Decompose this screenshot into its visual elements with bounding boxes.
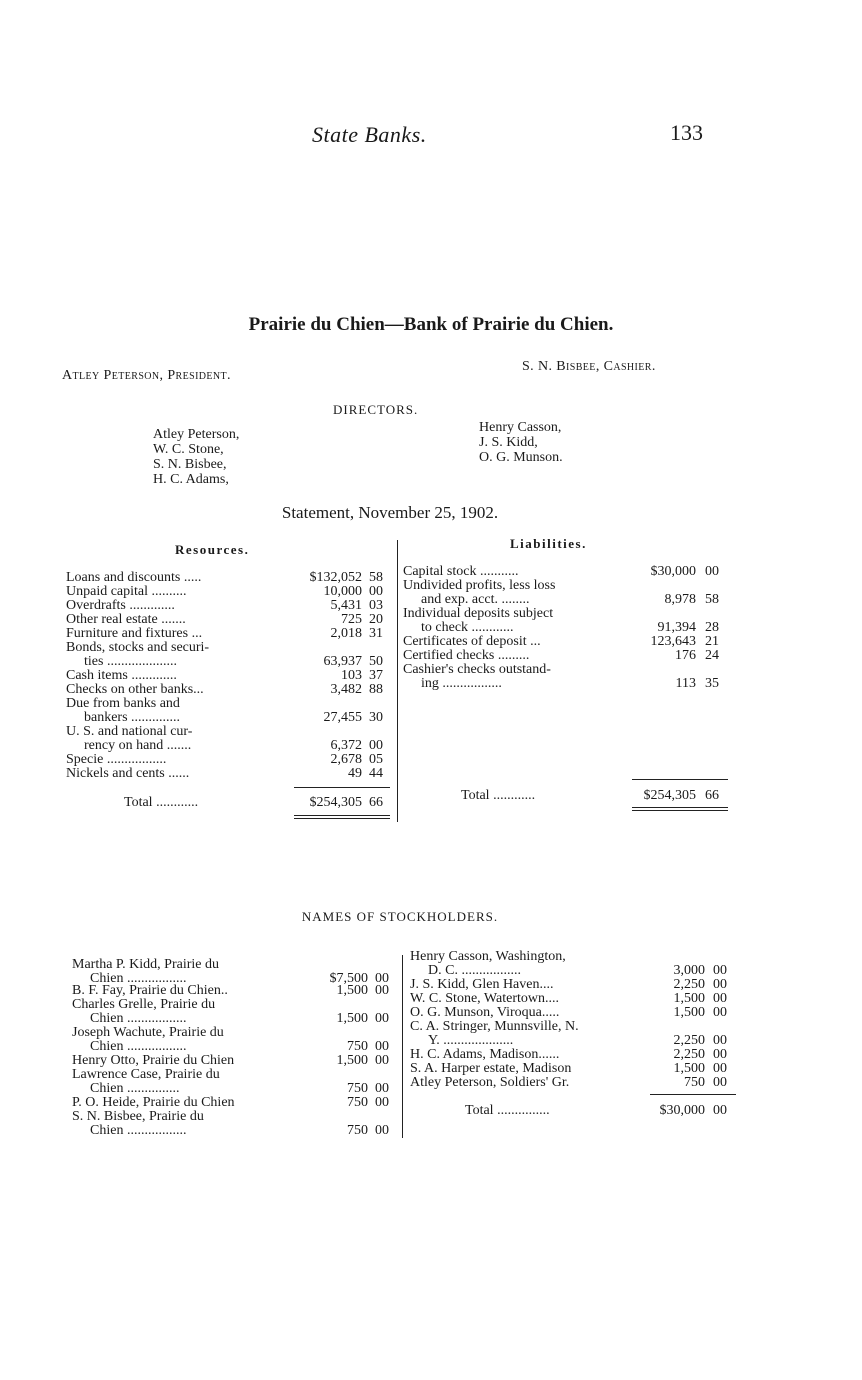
stockholder-row-dollars: 1,500: [336, 1053, 368, 1068]
liability-row-dollars: 113: [675, 676, 696, 691]
liability-row-dollars: 176: [675, 648, 696, 663]
stockholder-row-dollars: 2,250: [673, 1033, 705, 1048]
stockholder-row-dollars: 750: [347, 1081, 368, 1096]
stockholder-row: [410, 978, 735, 992]
stockholder-row-dollars: 750: [347, 1039, 368, 1054]
resource-row-label: Specie .................: [66, 752, 167, 767]
resource-row-dollars: $132,052: [309, 570, 362, 585]
stockholder-row-dollars: 1,500: [673, 1061, 705, 1076]
liabilities-total-rule-2: [632, 810, 728, 811]
stockholder-row-label: Lawrence Case, Prairie du: [72, 1067, 220, 1082]
stockholder-row-label: C. A. Stringer, Munnsville, N.: [410, 1019, 579, 1034]
resource-row: [66, 613, 391, 627]
resource-row: [66, 725, 391, 753]
directors-left-list: [153, 427, 239, 487]
liability-row-label: Undivided profits, less loss: [403, 578, 556, 593]
stockholder-row: [72, 1110, 397, 1138]
stockholder-row-dollars: 3,000: [673, 963, 705, 978]
resource-row-cents: 20: [369, 612, 383, 627]
resources-total-rule-1: [294, 815, 390, 816]
stockholder-row-label: Henry Otto, Prairie du Chien: [72, 1053, 235, 1068]
resource-row: [66, 683, 391, 697]
stockholder-row: [410, 1062, 735, 1076]
resource-row-cents: 44: [369, 766, 383, 781]
stockholder-row-cents: 00: [375, 1095, 389, 1110]
statement-title: Statement, November 25, 1902.: [281, 503, 499, 522]
liability-row-cents: 58: [705, 592, 719, 607]
resource-row-label: Unpaid capital ..........: [66, 584, 187, 599]
stockholder-row-label: B. F. Fay, Prairie du Chien..: [72, 983, 228, 998]
stockholder-row-dollars: 750: [347, 1123, 368, 1138]
stockholder-row-cents: 00: [713, 1061, 727, 1076]
stockholder-row-label: S. N. Bisbee, Prairie du: [72, 1109, 204, 1124]
resources-total-rule-2: [294, 818, 390, 819]
stockholder-row-label: S. A. Harper estate, Madison: [410, 1061, 572, 1076]
stockholder-row-cents: 00: [713, 1033, 727, 1048]
liability-row-cents: 35: [705, 676, 719, 691]
stockholder-row: [72, 1054, 397, 1068]
resource-row-label-continued: ties ....................: [84, 654, 177, 669]
stockholder-row-label: Henry Casson, Washington,: [410, 949, 566, 964]
liability-row-label: Cashier's checks outstand-: [403, 662, 551, 677]
stockholder-row-label-continued: Chien .................: [90, 1011, 187, 1026]
stockholder-row-label: P. O. Heide, Prairie du Chien: [72, 1095, 235, 1110]
liability-row-label-continued: to check ............: [421, 620, 514, 635]
resource-row-cents: 37: [369, 668, 383, 683]
stockholder-row-dollars: 1,500: [336, 983, 368, 998]
liability-row: [403, 579, 728, 607]
resource-row-dollars: 2,018: [330, 626, 362, 641]
stockholders-heading: NAMES OF STOCKHOLDERS.: [301, 909, 499, 924]
resource-row-dollars: 725: [341, 612, 362, 627]
stockholder-row: [410, 992, 735, 1006]
stockholder-row-cents: 00: [375, 1011, 389, 1026]
resource-row: [66, 627, 391, 641]
stockholder-row-label: Martha P. Kidd, Prairie du: [72, 957, 219, 972]
liability-row-dollars: 8,978: [664, 592, 696, 607]
stockholder-row-label-continued: Chien .................: [90, 1123, 187, 1138]
stockholder-row-dollars: 2,250: [673, 977, 705, 992]
stockholder-row-label-continued: Chien ...............: [90, 1081, 180, 1096]
resource-row-label: Bonds, stocks and securi-: [66, 640, 210, 655]
directors-right-list: [479, 420, 563, 465]
stockholders-sum-rule: [650, 1094, 736, 1095]
stockholder-row-cents: 00: [713, 977, 727, 992]
stockholder-row-cents: 00: [375, 1123, 389, 1138]
resource-row: [66, 571, 391, 585]
stockholder-row: [72, 958, 397, 986]
stockholder-row-label-continued: Chien .................: [90, 971, 187, 986]
liability-row: [403, 649, 728, 663]
stockholder-row-dollars: 750: [347, 1095, 368, 1110]
resource-row-cents: 00: [369, 584, 383, 599]
directors-heading: DIRECTORS.: [333, 402, 419, 417]
stockholder-row: [410, 1048, 735, 1062]
stockholder-row-label-continued: Y. ....................: [428, 1033, 514, 1048]
stockholder-row-dollars: 2,250: [673, 1047, 705, 1062]
liabilities-total-cents: 66: [705, 788, 719, 803]
stockholder-row: [410, 1076, 735, 1090]
stockholder-row: [72, 984, 397, 998]
stockholder-row-cents: 00: [713, 991, 727, 1006]
resource-row-cents: 88: [369, 682, 383, 697]
stockholder-row-dollars: 1,500: [336, 1011, 368, 1026]
stockholders-column-divider: [402, 955, 403, 1138]
stockholder-row: [72, 1096, 397, 1110]
resource-row: [66, 753, 391, 767]
resources-total-cents: 66: [369, 795, 383, 810]
liability-row-cents: 24: [705, 648, 719, 663]
stockholder-row-cents: 00: [713, 1005, 727, 1020]
stockholder-row: [410, 1020, 735, 1048]
resource-row-label: Other real estate .......: [66, 612, 186, 627]
resource-row-cents: 30: [369, 710, 383, 725]
bank-title: Prairie du Chien—Bank of Prairie du Chien.: [248, 314, 614, 335]
liabilities-total: [403, 789, 728, 803]
stockholder-row: [72, 1026, 397, 1054]
stockholder-row-label: W. C. Stone, Watertown....: [410, 991, 559, 1006]
resources-total-dollars: $254,305: [309, 795, 362, 810]
resource-row-dollars: 10,000: [323, 584, 362, 599]
resources-total: [66, 796, 391, 810]
resource-row-label-continued: rency on hand .......: [84, 738, 192, 753]
liability-row-label: Certificates of deposit ...: [403, 634, 541, 649]
liabilities-sum-rule: [632, 779, 728, 780]
resource-row-dollars: 49: [348, 766, 362, 781]
liability-row-dollars: 123,643: [650, 634, 696, 649]
director-name: H. C. Adams,: [153, 472, 229, 487]
resource-row: [66, 599, 391, 613]
resources-total-label: Total ............: [124, 795, 199, 810]
resource-row-label: Nickels and cents ......: [66, 766, 190, 781]
resource-row-cents: 00: [369, 738, 383, 753]
stockholder-row: [410, 1006, 735, 1020]
stockholder-row-cents: 00: [375, 971, 389, 986]
stockholder-row-cents: 00: [375, 1081, 389, 1096]
director-name: J. S. Kidd,: [479, 435, 538, 450]
stockholder-row: [72, 1068, 397, 1096]
resource-row-label-continued: bankers ..............: [84, 710, 181, 725]
director-name: S. N. Bisbee,: [153, 457, 227, 472]
stockholder-row-label: H. C. Adams, Madison......: [410, 1047, 560, 1062]
stockholders-total-cents: 00: [713, 1103, 727, 1118]
stockholder-row-label: O. G. Munson, Viroqua.....: [410, 1005, 560, 1020]
stockholder-row-cents: 00: [713, 1075, 727, 1090]
liabilities-total-label: Total ............: [461, 788, 536, 803]
resource-row-cents: 50: [369, 654, 383, 669]
stockholder-row-cents: 00: [375, 1053, 389, 1068]
resource-row: [66, 669, 391, 683]
liabilities-total-dollars: $254,305: [643, 788, 696, 803]
liabilities-heading: Liabilities.: [510, 536, 587, 551]
director-name: Henry Casson,: [479, 420, 562, 435]
stockholders-total: [410, 1104, 735, 1118]
stockholder-row-cents: 00: [713, 1047, 727, 1062]
liability-row-label-continued: ing .................: [421, 676, 502, 691]
resource-row-label: U. S. and national cur-: [66, 724, 193, 739]
resources-heading: Resources.: [175, 542, 250, 557]
president-line: Atley Peterson, President.: [62, 368, 231, 383]
director-name: O. G. Munson.: [479, 450, 563, 465]
resource-row: [66, 641, 391, 669]
resource-row-label: Cash items .............: [66, 668, 177, 683]
resource-row: [66, 697, 391, 725]
resource-row-label: Due from banks and: [66, 696, 180, 711]
resource-row-dollars: 6,372: [330, 738, 362, 753]
liability-row-dollars: 91,394: [657, 620, 696, 635]
liability-row-cents: 28: [705, 620, 719, 635]
liability-row-dollars: $30,000: [650, 564, 696, 579]
liabilities-total-rule-1: [632, 807, 728, 808]
liability-row-label: Capital stock ...........: [403, 564, 519, 579]
resource-row-label: Checks on other banks...: [66, 682, 204, 697]
stockholders-total-dollars: $30,000: [659, 1103, 705, 1118]
liability-row-label: Individual deposits subject: [403, 606, 554, 621]
resource-row-label: Loans and discounts .....: [66, 570, 202, 585]
director-name: Atley Peterson,: [153, 427, 240, 442]
stockholder-row-label: J. S. Kidd, Glen Haven....: [410, 977, 554, 992]
statement-column-divider: [397, 540, 398, 822]
stockholder-row-cents: 00: [375, 983, 389, 998]
resource-row-cents: 05: [369, 752, 383, 767]
resource-row-label: Furniture and fixtures ...: [66, 626, 203, 641]
page-number: 133: [670, 120, 703, 145]
stockholder-row-cents: 00: [375, 1039, 389, 1054]
liability-row: [403, 663, 728, 691]
stockholder-row-label-continued: Chien .................: [90, 1039, 187, 1054]
liability-row-label: Certified checks .........: [403, 648, 530, 663]
liability-row: [403, 565, 728, 579]
resource-row-cents: 31: [369, 626, 383, 641]
stockholder-row-dollars: 1,500: [673, 1005, 705, 1020]
resource-row-dollars: 2,678: [330, 752, 362, 767]
stockholder-row: [410, 950, 735, 978]
stockholders-total-label: Total ...............: [465, 1103, 550, 1118]
director-name: W. C. Stone,: [153, 442, 224, 457]
stockholder-row-dollars: 750: [684, 1075, 705, 1090]
resource-row: [66, 585, 391, 599]
resource-row-dollars: 3,482: [330, 682, 362, 697]
stockholder-row-dollars: $7,500: [329, 971, 368, 986]
resource-row-dollars: 103: [341, 668, 362, 683]
stockholder-row-dollars: 1,500: [673, 991, 705, 1006]
liability-row: [403, 607, 728, 635]
stockholder-row-label: Charles Grelle, Prairie du: [72, 997, 216, 1012]
stockholder-row-label: Joseph Wachute, Prairie du: [72, 1025, 224, 1040]
resource-row-cents: 03: [369, 598, 383, 613]
resources-sum-rule: [294, 787, 390, 788]
resource-row-cents: 58: [369, 570, 383, 585]
liability-row-cents: 00: [705, 564, 719, 579]
stockholder-row: [72, 998, 397, 1026]
liability-row-label-continued: and exp. acct. ........: [421, 592, 530, 607]
resource-row-dollars: 27,455: [323, 710, 362, 725]
resource-row: [66, 767, 391, 781]
liability-row: [403, 635, 728, 649]
running-title: State Banks.: [312, 122, 427, 147]
stockholder-row-cents: 00: [713, 963, 727, 978]
stockholder-row-label-continued: D. C. .................: [428, 963, 521, 978]
resource-row-dollars: 5,431: [330, 598, 362, 613]
resource-row-dollars: 63,937: [323, 654, 362, 669]
stockholder-row-label: Atley Peterson, Soldiers' Gr.: [410, 1075, 570, 1090]
liability-row-cents: 21: [705, 634, 719, 649]
cashier-line: S. N. Bisbee, Cashier.: [522, 359, 656, 374]
resource-row-label: Overdrafts .............: [66, 598, 175, 613]
